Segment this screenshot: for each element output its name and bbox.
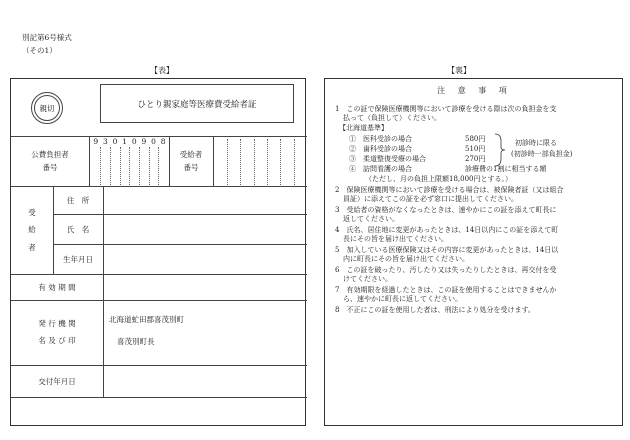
validity-label: 有 効 期 間 (38, 282, 76, 292)
jukyu-char: 受 (28, 208, 36, 218)
recipient-label-line1: 受給者 (179, 149, 203, 159)
note-line: 内に町長にその旨を届け出てください。 (343, 255, 469, 263)
brace-note: (初診時一部負担金) (511, 150, 573, 158)
row-divider (11, 397, 307, 398)
form-sub-number: （その1） (22, 46, 57, 55)
note-line: 7 有効期限を経過したときは、この証を使用することはできませんか (335, 286, 557, 294)
issuer-label-line2: 名 及 び 印 (38, 335, 76, 345)
payer-digit: 3 (103, 137, 108, 146)
col-divider (89, 136, 90, 186)
amount-value: 580円 (465, 135, 486, 143)
note-line: 4 氏名、居住地に変更があったときは、14日以内にこの証を添えて町 (335, 226, 559, 234)
jukyu-char: 者 (28, 242, 36, 252)
payer-label-line1: 公費負担者 (31, 149, 69, 159)
issuer-address: 北海道虻田郡喜茂別町 (109, 315, 184, 324)
payer-digit: 1 (122, 137, 128, 146)
payer-label-line2: 番号 (42, 163, 58, 172)
note-line: ら、速やかに町長に返してください。 (343, 295, 462, 303)
notes-title: 注 意 事 項 (437, 86, 512, 95)
recipient-label-line2: 番号 (183, 163, 199, 172)
note-line: ① 医科受診の場合 (349, 135, 412, 143)
payer-number-label (11, 136, 89, 186)
issuer-label (11, 300, 103, 365)
brace-icon (493, 133, 507, 167)
back-side-card (324, 78, 623, 426)
payer-digit: 0 (131, 137, 137, 146)
address-label: 住 所 (66, 195, 90, 205)
note-line: 長にその旨を届け出てください。 (343, 235, 448, 243)
note-line: 払って（負担して）ください。 (343, 114, 441, 122)
seal-mark (31, 92, 63, 124)
note-line: 1 この証で保険医療機関等において診療を受ける際は次の負担金を支 (335, 105, 557, 113)
note-line: 5 加入している医療保険又はその内容に変更があったときは、14日以 (335, 246, 559, 254)
recipient-vertical-label (11, 186, 53, 274)
note-line: 6 この証を破ったり、汚したり又は失ったりしたときは、再交付を受 (335, 266, 557, 274)
seal-text: 親切 (34, 95, 60, 121)
payer-digit: 9 (93, 137, 99, 146)
payer-number-grid (91, 137, 168, 185)
note-line: 8 不正にこの証を使用した者は、刑法により処分を受けます。 (335, 306, 535, 314)
front-side-card (10, 78, 306, 426)
note-line: （ただし、月の負担上限額18,000円とする。） (365, 175, 512, 183)
recipient-number-label (169, 136, 213, 186)
note-line: けてください。 (343, 275, 392, 283)
payer-digit: 0 (112, 137, 118, 146)
issue-date-label: 交付年月日 (38, 376, 76, 386)
amount-value: 270円 (465, 155, 486, 163)
payer-digit: 8 (160, 137, 166, 146)
note-line: 返してください。 (343, 215, 399, 223)
jukyu-char: 給 (28, 225, 36, 235)
note-line: ④ 訪問看護の場合 (349, 165, 412, 173)
front-label: 【表】 (150, 66, 174, 75)
note-line: 員証）に添えてこの証を必ず窓口に提出してください。 (343, 195, 518, 203)
card-title: ひとり親家庭等医療費受給者証 (100, 84, 294, 123)
issuer-label-line1: 発 行 機 関 (38, 319, 76, 328)
recipient-number-grid (214, 137, 307, 185)
note-line: ② 歯科受診の場合 (349, 145, 412, 153)
form-number: 別記第6号様式 (22, 33, 72, 42)
note-line: 【北海道基準】 (339, 124, 388, 132)
dob-label: 生年月日 (63, 254, 93, 264)
brace-note: 初診時に限る (515, 139, 557, 147)
note-line: 3 受給者の資格がなくなったときは、速やかにこの証を添えて町長に (335, 206, 557, 214)
amount-value: 診療費の1割に相当する額 (465, 165, 547, 173)
col-divider (103, 186, 104, 397)
payer-digit: 9 (141, 137, 147, 146)
name-label: 氏 名 (66, 224, 90, 234)
issuer-title: 喜茂別町長 (117, 337, 155, 346)
note-line: ③ 柔道整復受療の場合 (349, 155, 426, 163)
note-line: 2 保険医療機関等において診療を受ける場合は、被保険者証（又は組合 (335, 186, 564, 194)
back-label: 【裏】 (447, 66, 471, 75)
amount-value: 510円 (465, 145, 486, 153)
payer-digit: 0 (151, 137, 156, 146)
